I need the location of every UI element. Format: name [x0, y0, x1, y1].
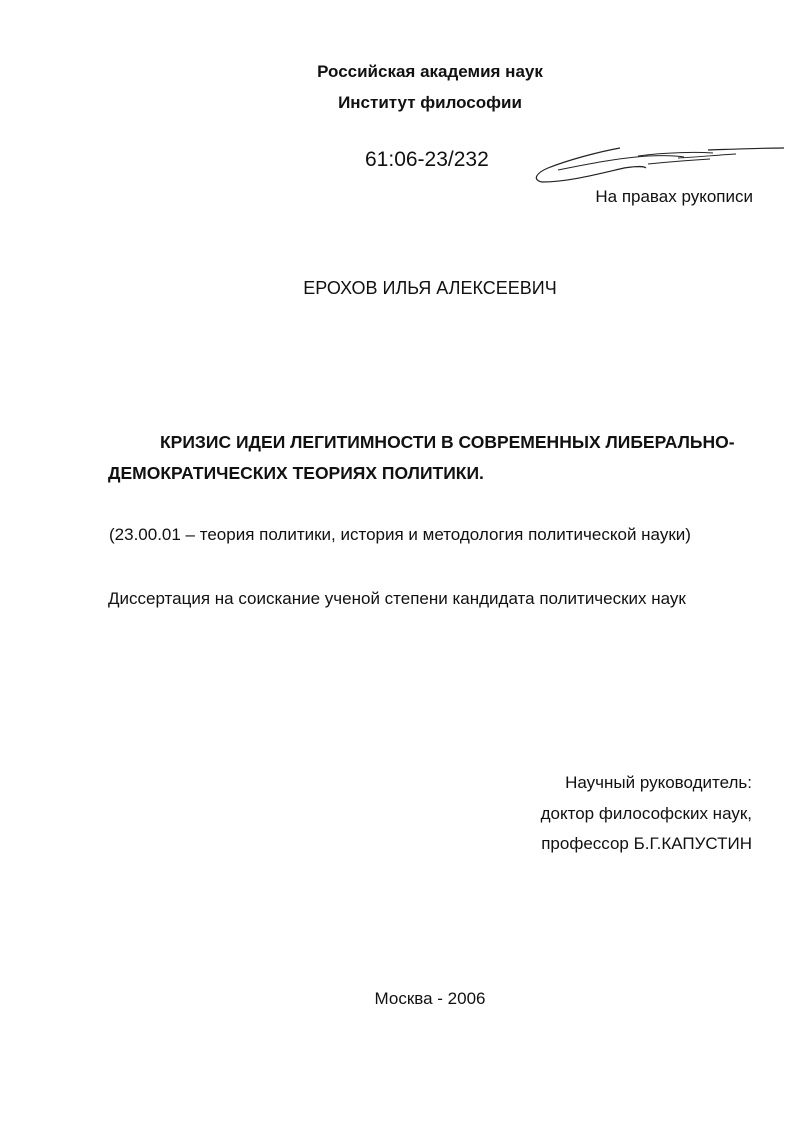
author-name: ЕРОХОВ ИЛЬЯ АЛЕКСЕЕВИЧ [303, 278, 557, 298]
institute-name: Институт философии [338, 93, 522, 112]
signature-icon [528, 138, 788, 194]
document-code: 61:06-23/232 [365, 148, 489, 171]
organization-name: Российская академия наук [317, 62, 543, 81]
city-year: Москва - 2006 [374, 989, 486, 1008]
rights-note: На правах рукописи [595, 187, 753, 206]
title-line-2: ДЕМОКРАТИЧЕСКИХ ТЕОРИЯХ ПОЛИТИКИ. [108, 463, 484, 483]
supervisor-name: профессор Б.Г.КАПУСТИН [541, 834, 752, 853]
supervisor-label: Научный руководитель: [565, 773, 752, 792]
title-line-1: КРИЗИС ИДЕИ ЛЕГИТИМНОСТИ В СОВРЕМЕННЫХ ЛИБЕРАЛЬНО- [160, 432, 735, 452]
dissertation-type: Диссертация на соискание ученой степени кандидата политических наук [108, 589, 686, 608]
specialty-code: (23.00.01 – теория политики, история и методология политической науки) [109, 525, 691, 544]
supervisor-degree: доктор философских наук, [540, 804, 752, 823]
